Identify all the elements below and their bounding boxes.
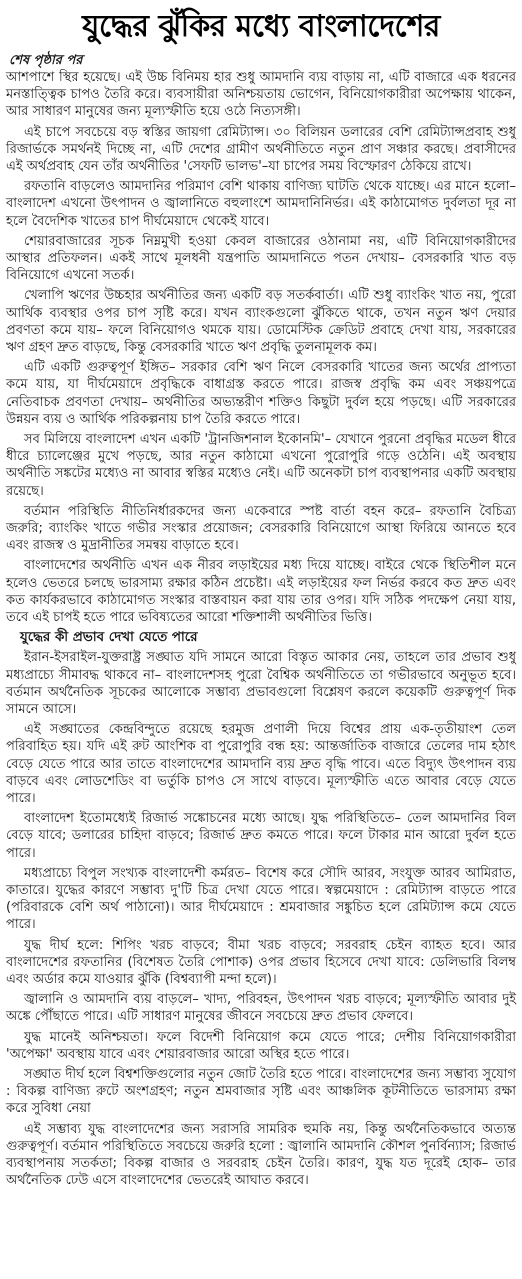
paragraph: এটি একটি গুরুত্বপূর্ণ ইঙ্গিত– সরকার বেশি ঋণ নিলে বেসরকারি খাতের জন্য অর্থের প্রাপ্যতা কমে যায়, যা দীর্ঘমেয়াদে প্রবৃদ্ধিকে বাধাগ্রস্ত করতে পারে। রাজস্ব প্রবৃদ্ধি কম এবং সঞ্চয়পত্রে নেতিবাচক প্রবণতা দেখায়– অর্থনীতির অভ্যন্তরীণ শক্তিও কিছুটা দুর্বল হয়ে পড়ছে। এটি সরকারের উন্নয়ন ব্যয় ও আর্থিক পরিকল্পনায় চাপ তৈরি করতে পারে। [6, 360, 516, 427]
paragraph: খেলাপি ঋণের উচ্চহার অর্থনীতির জন্য একটি বড় সতর্কবার্তা। এটি শুধু ব্যাংকিং খাত নয়, পুরো আর্থিক ব্যবস্থার ওপর চাপ সৃষ্টি করে। যখন ব্যাংকগুলো ঝুঁকিতে থাকে, তখন নতুন ঋণ দেয়ার প্রবণতা কমে যায়– ফলে বিনিয়োগও থমকে যায়। ডোমেস্টিক ক্রেডিট প্রবাহে দেখা যায়, সরকারের ঋণ গ্রহণ দ্রুত বাড়ছে, কিন্তু বেসরকারি খাতে ঋণ প্রবৃদ্ধি তুলনামূলক কম। [6, 288, 516, 356]
paragraph: বর্তমান পরিস্থিতি নীতিনির্ধারকদের জন্য একেবারে স্পষ্ট বার্তা বহন করে– রফতানি বৈচিত্র্য জরুরি; ব্যাংকিং খাতে গভীর সংস্কার প্রয়োজন; বেসরকারি বিনিয়োগে আস্থা ফিরিয়ে আনতে হবে এবং রাজস্ব ও মুদ্রানীতির সমন্বয় বাড়াতে হবে। [6, 503, 516, 554]
headline: যুদ্ধের ঝুঁকির মধ্যে বাংলাদেশের [82, 9, 440, 44]
section-subheading: যুদ্ধের কী প্রভাব দেখা যেতে পারে [20, 630, 198, 646]
continued-from-label: শেষ পৃষ্ঠার পর [9, 53, 83, 68]
paragraph: সব মিলিয়ে বাংলাদেশ এখন একটি 'ট্রানজিশনাল ইকোনমি'– যেখানে পুরনো প্রবৃদ্ধির মডেল ধীরে ধীরে চ্যালেঞ্জের মুখে পড়ছে, আর নতুন কাঠামো এখনো পুরোপুরি গড়ে ওঠেনি। এই অবস্থায় অর্থনীতি সঙ্কটের মধ্যেও না আবার স্বস্তির মধ্যেও নেই। এটি অনেকটা চাপ ব্যবস্থাপনার একটি অবস্থায় রয়েছে। [6, 432, 516, 499]
paragraph: এই চাপে সবচেয়ে বড় স্বস্তির জায়গা রেমিট্যান্স। ৩০ বিলিয়ন ডলারের বেশি রেমিট্যান্সপ্রবাহ শুধু রিজার্ভকে সমর্থনই দিচ্ছে না, এটি দেশের গ্রামীণ অর্থনীতিতে নতুন প্রাণ সঞ্চার করছে। প্রবাসীদের এই অর্থপ্রবাহ যেন তাঁর অর্থনীতির 'সেফটি ভালভ'–যা চাপের সময় বিস্ফোরণ ঠেকিয়ে রাখে। [6, 124, 516, 175]
paragraph: শেয়ারবাজারের সূচক নিম্নমুখী হওয়া কেবল বাজারের ওঠানামা নয়, এটি বিনিয়োগকারীদের আস্থার প্রতিফলন। একই সাথে মূলধনী যন্ত্রপাতি আমদানিতে পতন দেখায়– বেসরকারি খাত বড় বিনিয়োগে এখনো সতর্ক। [6, 233, 516, 284]
paragraph: আশপাশে স্থির হয়েছে। এই উচ্চ বিনিময় হার শুধু আমদানি ব্যয় বাড়ায় না, এটি বাজারে এক ধরনের মনস্তাত্ত্বিক চাপও তৈরি করে। ব্যবসায়ীরা অনিশ্চয়তায় ভোগেন, বিনিয়োগকারীরা অপেক্ষায় থাকেন, আর সাধারণ মানুষের জন্য মূল্যস্ফীতি হয়ে ওঠে নিত্যসঙ্গী। [6, 70, 516, 120]
paragraph: যুদ্ধ দীর্ঘ হলে: শিপিং খরচ বাড়বে; বীমা খরচ বাড়বে; সরবরাহ চেইন ব্যাহত হবে। আর বাংলাদেশের রফতানির (বিশেষত তৈরি পোশাক) ওপর প্রভাব হিসেবে দেখা যাবে: ডেলিভারি বিলম্ব এবং অর্ডার কমে যাওয়ার ঝুঁকি (বিশ্বব্যাপী মন্দা হলে)। [6, 937, 516, 987]
article-body [6, 69, 516, 1189]
paragraph: মধ্যপ্রাচ্যে বিপুল সংখ্যক বাংলাদেশী কর্মরত– বিশেষ করে সৌদি আরব, সংযুক্ত আরব আমিরাত, কাতারে। যুদ্ধের কারণে সম্ভাব্য দু'টি চিত্র দেখা যেতে পারে। স্বল্পমেয়াদে : রেমিট্যান্স বাড়তে পারে (পরিবারকে বেশি অর্থ পাঠানো)। আর দীর্ঘমেয়াদে : শ্রমবাজার সঙ্কুচিত হলে রেমিট্যান্স কমে যেতে পারে। [6, 865, 516, 933]
paragraph: সঙ্ঘাত দীর্ঘ হলে বিশ্বশক্তিগুলোর নতুন জোট তৈরি হতে পারে। বাংলাদেশের জন্য সম্ভাব্য সুযোগ : বিকল্প বাণিজ্য রুটে অংশগ্রহণ; নতুন শ্রমবাজার সৃষ্টি এবং আঞ্চলিক কূটনীতিতে ভারসাম্য রক্ষা করে সুবিধা নেয়া [6, 1066, 516, 1117]
paragraph: রফতানি বাড়লেও আমদানির পরিমাণ বেশি থাকায় বাণিজ্য ঘাটতি থেকে যাচ্ছে। এর মানে হলো– বাংলাদেশ এখনো উৎপাদন ও জ্বালানিতে বহুলাংশে আমদানিনির্ভর। এই কাঠামোগত দুর্বলতা দূর না হলে বৈদেশিক খাতের চাপ দীর্ঘমেয়াদে থেকেই যাবে। [6, 179, 516, 229]
paragraph: বাংলাদেশের অর্থনীতি এখন এক নীরব লড়াইয়ের মধ্য দিয়ে যাচ্ছে। বাইরে থেকে স্থিতিশীল মনে হলেও ভেতরে চলছে ভারসাম্য রক্ষার কঠিন প্রচেষ্টা। এই লড়াইয়ের ফল নির্ভর করবে কত দ্রুত এবং কত কার্যকরভাবে কাঠামোগত সংস্কার বাস্তবায়ন করা যায় তার ওপর। যদি সঠিক পদক্ষেপ নেয়া যায়, তবে এই চাপই হতে পারে ভবিষ্যতের আরো শক্তিশালী অর্থনীতির ভিত্তি। [6, 558, 516, 626]
paragraph: যুদ্ধ মানেই অনিশ্চয়তা। ফলে বিদেশী বিনিয়োগ কমে যেতে পারে; দেশীয় বিনিয়োগকারীরা 'অপেক্ষা' অবস্থায় যাবে এবং শেয়ারবাজার আরো অস্থির হতে পারে। [6, 1029, 516, 1062]
paragraph: বাংলাদেশ ইতোমধ্যেই রিজার্ভ সঙ্কোচনের মধ্যে আছে। যুদ্ধ পরিস্থিতিতে– তেল আমদানির বিল বেড়ে যাবে; ডলারের চাহিদা বাড়বে; রিজার্ভ দ্রুত কমতে পারে। ফলে টাকার মান আরো দুর্বল হতে পারে। [6, 811, 516, 861]
paragraph: এই সঙ্ঘাতের কেন্দ্রবিন্দুতে রয়েছে হরমুজ প্রণালী দিয়ে বিশ্বের প্রায় এক-তৃতীয়াংশ তেল পরিবাহিত হয়। যদি এই রুট আংশিক বা পুরোপুরি বন্ধ হয়: আন্তর্জাতিক বাজারে তেলের দাম হঠাৎ বেড়ে যেতে পারে আর তাতে বাংলাদেশের আমদানি ব্যয় দ্রুত বৃদ্ধি পাবে। এতে বিদ্যুৎ উৎপাদন ব্যয় বাড়বে এবং লোডশেডিং বা ভর্তুকি চাপও সে সাথে বাড়বে। মূল্যস্ফীতি এতে আবার বেড়ে যেতে পারে। [6, 722, 516, 806]
paragraph: ইরান-ইসরাইল-যুক্তরাষ্ট্র সঙ্ঘাত যদি সামনে আরো বিস্তৃত আকার নেয়, তাহলে তার প্রভাব শুধু মধ্যপ্রাচ্যে সীমাবদ্ধ থাকবে না– বাংলাদেশসহ পুরো বৈশ্বিক অর্থনীতিতে তা গভীরভাবে অনুভূত হবে। বর্তমান অর্থনৈতিক সূচকের আলোকে সম্ভাব্য প্রভাবগুলো বিশ্লেষণ করলে কয়েকটি গুরুত্বপূর্ণ দিক সামনে আসে। [6, 650, 516, 717]
paragraph: জ্বালানি ও আমদানি ব্যয় বাড়লে– খাদ্য, পরিবহন, উৎপাদন খরচ বাড়বে; মূল্যস্ফীতি আবার দুই অঙ্কে পৌঁছাতে পারে। এটি সাধারণ মানুষের জীবনে সবচেয়ে দ্রুত প্রভাব ফেলবে। [6, 992, 516, 1025]
paragraph: এই সম্ভাব্য যুদ্ধ বাংলাদেশের জন্য সরাসরি সামরিক হুমকি নয়, কিন্তু অর্থনৈতিকভাবে অত্যন্ত গুরুত্বপূর্ণ। বর্তমান পরিস্থিতিতে সবচেয়ে জরুরি হলো : জ্বালানি আমদানি কৌশল পুনর্বিন্যাস; রিজার্ভ ব্যবস্থাপনায় সতর্কতা; বিকল্প বাজার ও সরবরাহ চেইন তৈরি। কারণ, যুদ্ধ যত দূরেই হোক– তার অর্থনৈতিক ঢেউ এসে বাংলাদেশের ভেতরেই আঘাত করবে। [6, 1121, 516, 1189]
